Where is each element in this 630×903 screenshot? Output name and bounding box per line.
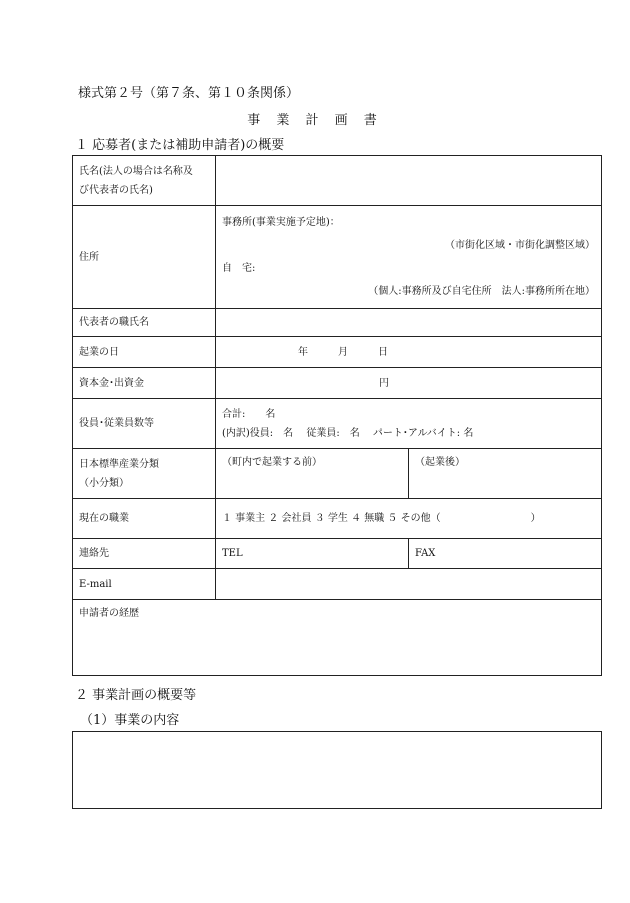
- office-zone-note: （市街化区域・市街化調整区域）: [445, 240, 595, 251]
- industry-label-line-1: 日本標準産業分類: [79, 458, 159, 470]
- address-label: 住所: [73, 206, 216, 309]
- capital-label: 資本金･出資金: [73, 368, 216, 399]
- name-label: [73, 156, 216, 206]
- name-label-line-1: 氏名(法人の場合は名称及: [79, 165, 193, 177]
- form-number: 様式第２号（第７条、第１０条関係）: [78, 86, 300, 101]
- row-career: [73, 600, 602, 676]
- row-capital: [73, 368, 602, 399]
- fax-field[interactable]: [409, 539, 602, 569]
- section-2-heading: ２ 事業計画の概要等: [75, 688, 197, 703]
- row-current-occupation: [73, 499, 602, 539]
- email-label: E-mail: [73, 569, 216, 600]
- email-field[interactable]: [216, 569, 602, 600]
- career-field[interactable]: [73, 600, 602, 676]
- row-email: [73, 569, 602, 600]
- industry-label: [73, 449, 216, 499]
- address-field[interactable]: [216, 206, 602, 309]
- business-content-field[interactable]: [72, 731, 602, 809]
- row-establishment-date: [73, 337, 602, 368]
- row-name: [73, 156, 602, 206]
- staff-field[interactable]: [216, 399, 602, 449]
- row-address: [73, 206, 602, 309]
- home-note: （個人:事務所及び自宅住所 法人:事務所所在地）: [368, 286, 595, 297]
- career-label: 申請者の経歴: [79, 608, 139, 619]
- occupation-label: 現在の職業: [73, 499, 216, 539]
- row-staff: [73, 399, 602, 449]
- industry-after-label: （起業後）: [415, 457, 465, 468]
- industry-after-field[interactable]: [409, 449, 602, 499]
- occupation-options[interactable]: １ 事業主 ２ 会社員 ３ 学生 ４ 無職 ５ その他（ ）: [216, 499, 602, 539]
- industry-label-line-2: （小分類）: [79, 477, 129, 489]
- row-representative: [73, 309, 602, 337]
- tel-label: TEL: [222, 548, 243, 559]
- name-label-line-2: び代表者の氏名): [79, 184, 153, 196]
- tel-field[interactable]: [216, 539, 409, 569]
- establishment-label: 起業の日: [73, 337, 216, 368]
- representative-field[interactable]: [216, 309, 602, 337]
- name-field[interactable]: [216, 156, 602, 206]
- industry-before-field[interactable]: [216, 449, 409, 499]
- office-label: 事務所(事業実施予定地)：: [222, 217, 340, 228]
- row-contact: [73, 539, 602, 569]
- capital-field[interactable]: [216, 368, 602, 399]
- establishment-date-text: 年 月 日: [298, 346, 388, 358]
- applicant-overview-table: [72, 155, 602, 676]
- staff-breakdown: (内訳)役員: 名 従業員: 名 パート･アルバイト: 名: [222, 427, 474, 439]
- contact-label: 連絡先: [73, 539, 216, 569]
- establishment-date-field[interactable]: [216, 337, 602, 368]
- business-content-heading: （1）事業の内容: [80, 713, 180, 728]
- document-title: 事 業 計 画 書: [247, 113, 383, 128]
- section-1-heading: １ 応募者(または補助申請者)の概要: [75, 138, 285, 153]
- industry-before-label: （町内で起業する前）: [222, 457, 322, 468]
- staff-total: 合計: 名: [222, 408, 276, 420]
- row-industry-classification: [73, 449, 602, 499]
- fax-label: FAX: [415, 548, 436, 559]
- capital-unit: 円: [379, 377, 389, 389]
- home-label: 自 宅:: [222, 263, 256, 274]
- representative-label: 代表者の職氏名: [73, 309, 216, 337]
- staff-label: 役員･従業員数等: [73, 399, 216, 449]
